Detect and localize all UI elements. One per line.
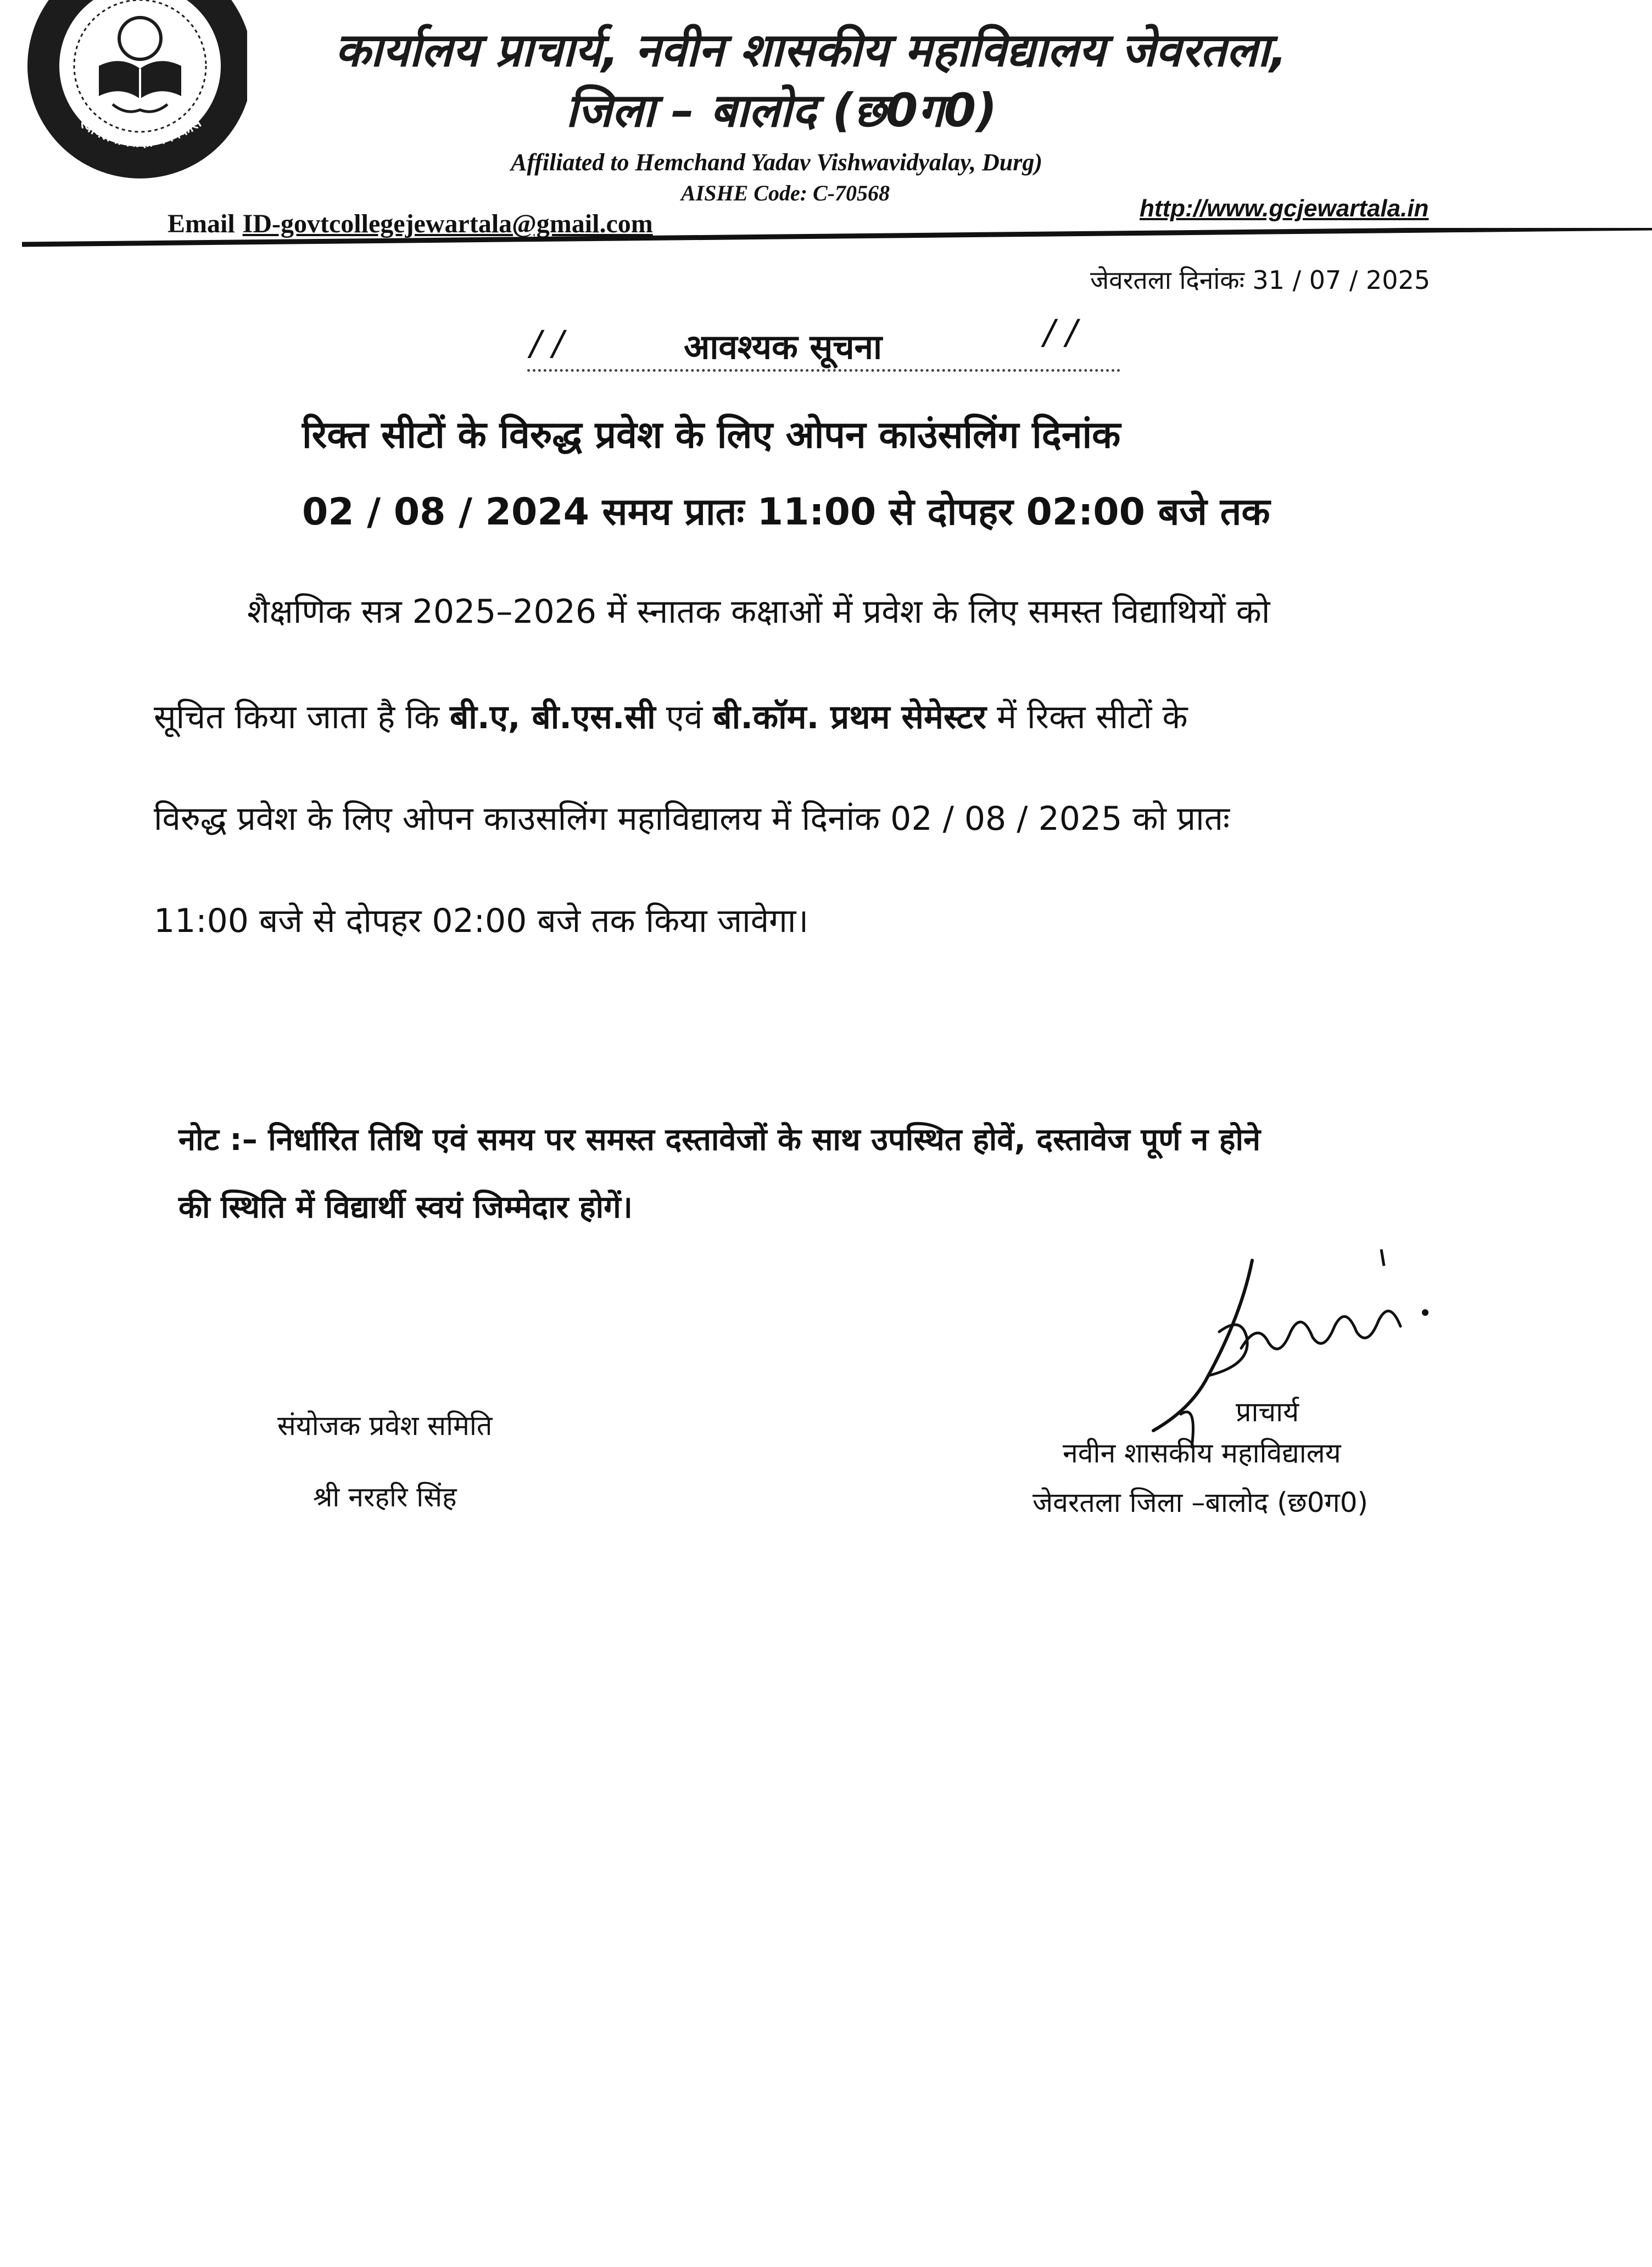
courses-ba-bsc: बी.ए, बी.एस.सी (450, 698, 656, 736)
subject-line-1: रिक्त सीटों के विरुद्ध प्रवेश के लिए ओपन काउंसलिंग दिनांक (302, 414, 1121, 457)
header-divider (22, 228, 1652, 250)
convener-name: श्री नरहरि सिंह (313, 1481, 457, 1513)
office-district: जिला – बालोद (छ0ग0) (566, 83, 997, 137)
heading-slash-left: / / (530, 323, 564, 363)
paragraph-line-1: शैक्षणिक सत्र 2025–2026 में स्नातक कक्षाओं में प्रवेश के लिए समस्त विद्याथियों को (247, 593, 1270, 631)
office-title: कार्यालय प्राचार्य, नवीन शासकीय महाविद्यालय जेवरतला, (335, 23, 1287, 77)
para-line2-text-b: एवं (655, 698, 713, 736)
note-line-1: नोट :– निर्धारित तिथि एवं समय पर समस्त दस्तावेजों के साथ उपस्थित होवें, दस्तावेज पूर्ण न होने (178, 1122, 1261, 1158)
affiliation-text: Affiliated to Hemchand Yadav Vishwavidyalay, Durg) (511, 149, 1043, 176)
convener-title: संयोजक प्रवेश समिति (277, 1410, 493, 1442)
course-bcom-semester: बी.कॉम. प्रथम सेमेस्टर (713, 698, 986, 736)
paragraph-line-4: 11:00 बजे से दोपहर 02:00 बजे तक किया जावेगा। (154, 902, 809, 940)
para-line2-text-c: में रिक्त सीटों के (986, 698, 1188, 736)
logo-motto: स्वावलंबी शिक्षा व विकास (76, 114, 205, 151)
website-link[interactable]: http://www.gcjewartala.in (1140, 195, 1429, 222)
heading-slash-right: / / (1043, 312, 1078, 352)
place-date: जेवरतला दिनांकः 31 / 07 / 2025 (1090, 265, 1431, 295)
principal-place: जेवरतला जिला –बालोद (छ0ग0) (1032, 1487, 1369, 1518)
para-line2-text-a: सूचित किया जाता है कि (154, 698, 450, 736)
paragraph-line-2 (154, 693, 1188, 738)
aishe-code: AISHE Code: C-70568 (681, 181, 890, 205)
paragraph-line-3: विरुद्ध प्रवेश के लिए ओपन काउसलिंग महाविद्यालय में दिनांक 02 / 08 / 2025 को प्रातः (154, 800, 1230, 838)
principal-college: नवीन शासकीय महाविद्यालय (1063, 1437, 1341, 1469)
note-line-2: की स्थिति में विद्यार्थी स्वयं जिम्मेदार होगें। (178, 1190, 633, 1225)
subject-line-2: 02 / 08 / 2024 समय प्रातः 11:00 से दोपहर 02:00 बजे तक (302, 490, 1270, 534)
email-address-link[interactable]: ID-govtcollegejewartala@gmail.com (242, 209, 653, 238)
heading-underline (527, 367, 1120, 372)
principal-title: प्राचार्य (1236, 1396, 1299, 1428)
notice-heading: आवश्यक सूचना (684, 327, 883, 367)
email-label: Email (168, 209, 235, 238)
college-logo (16, 0, 247, 178)
